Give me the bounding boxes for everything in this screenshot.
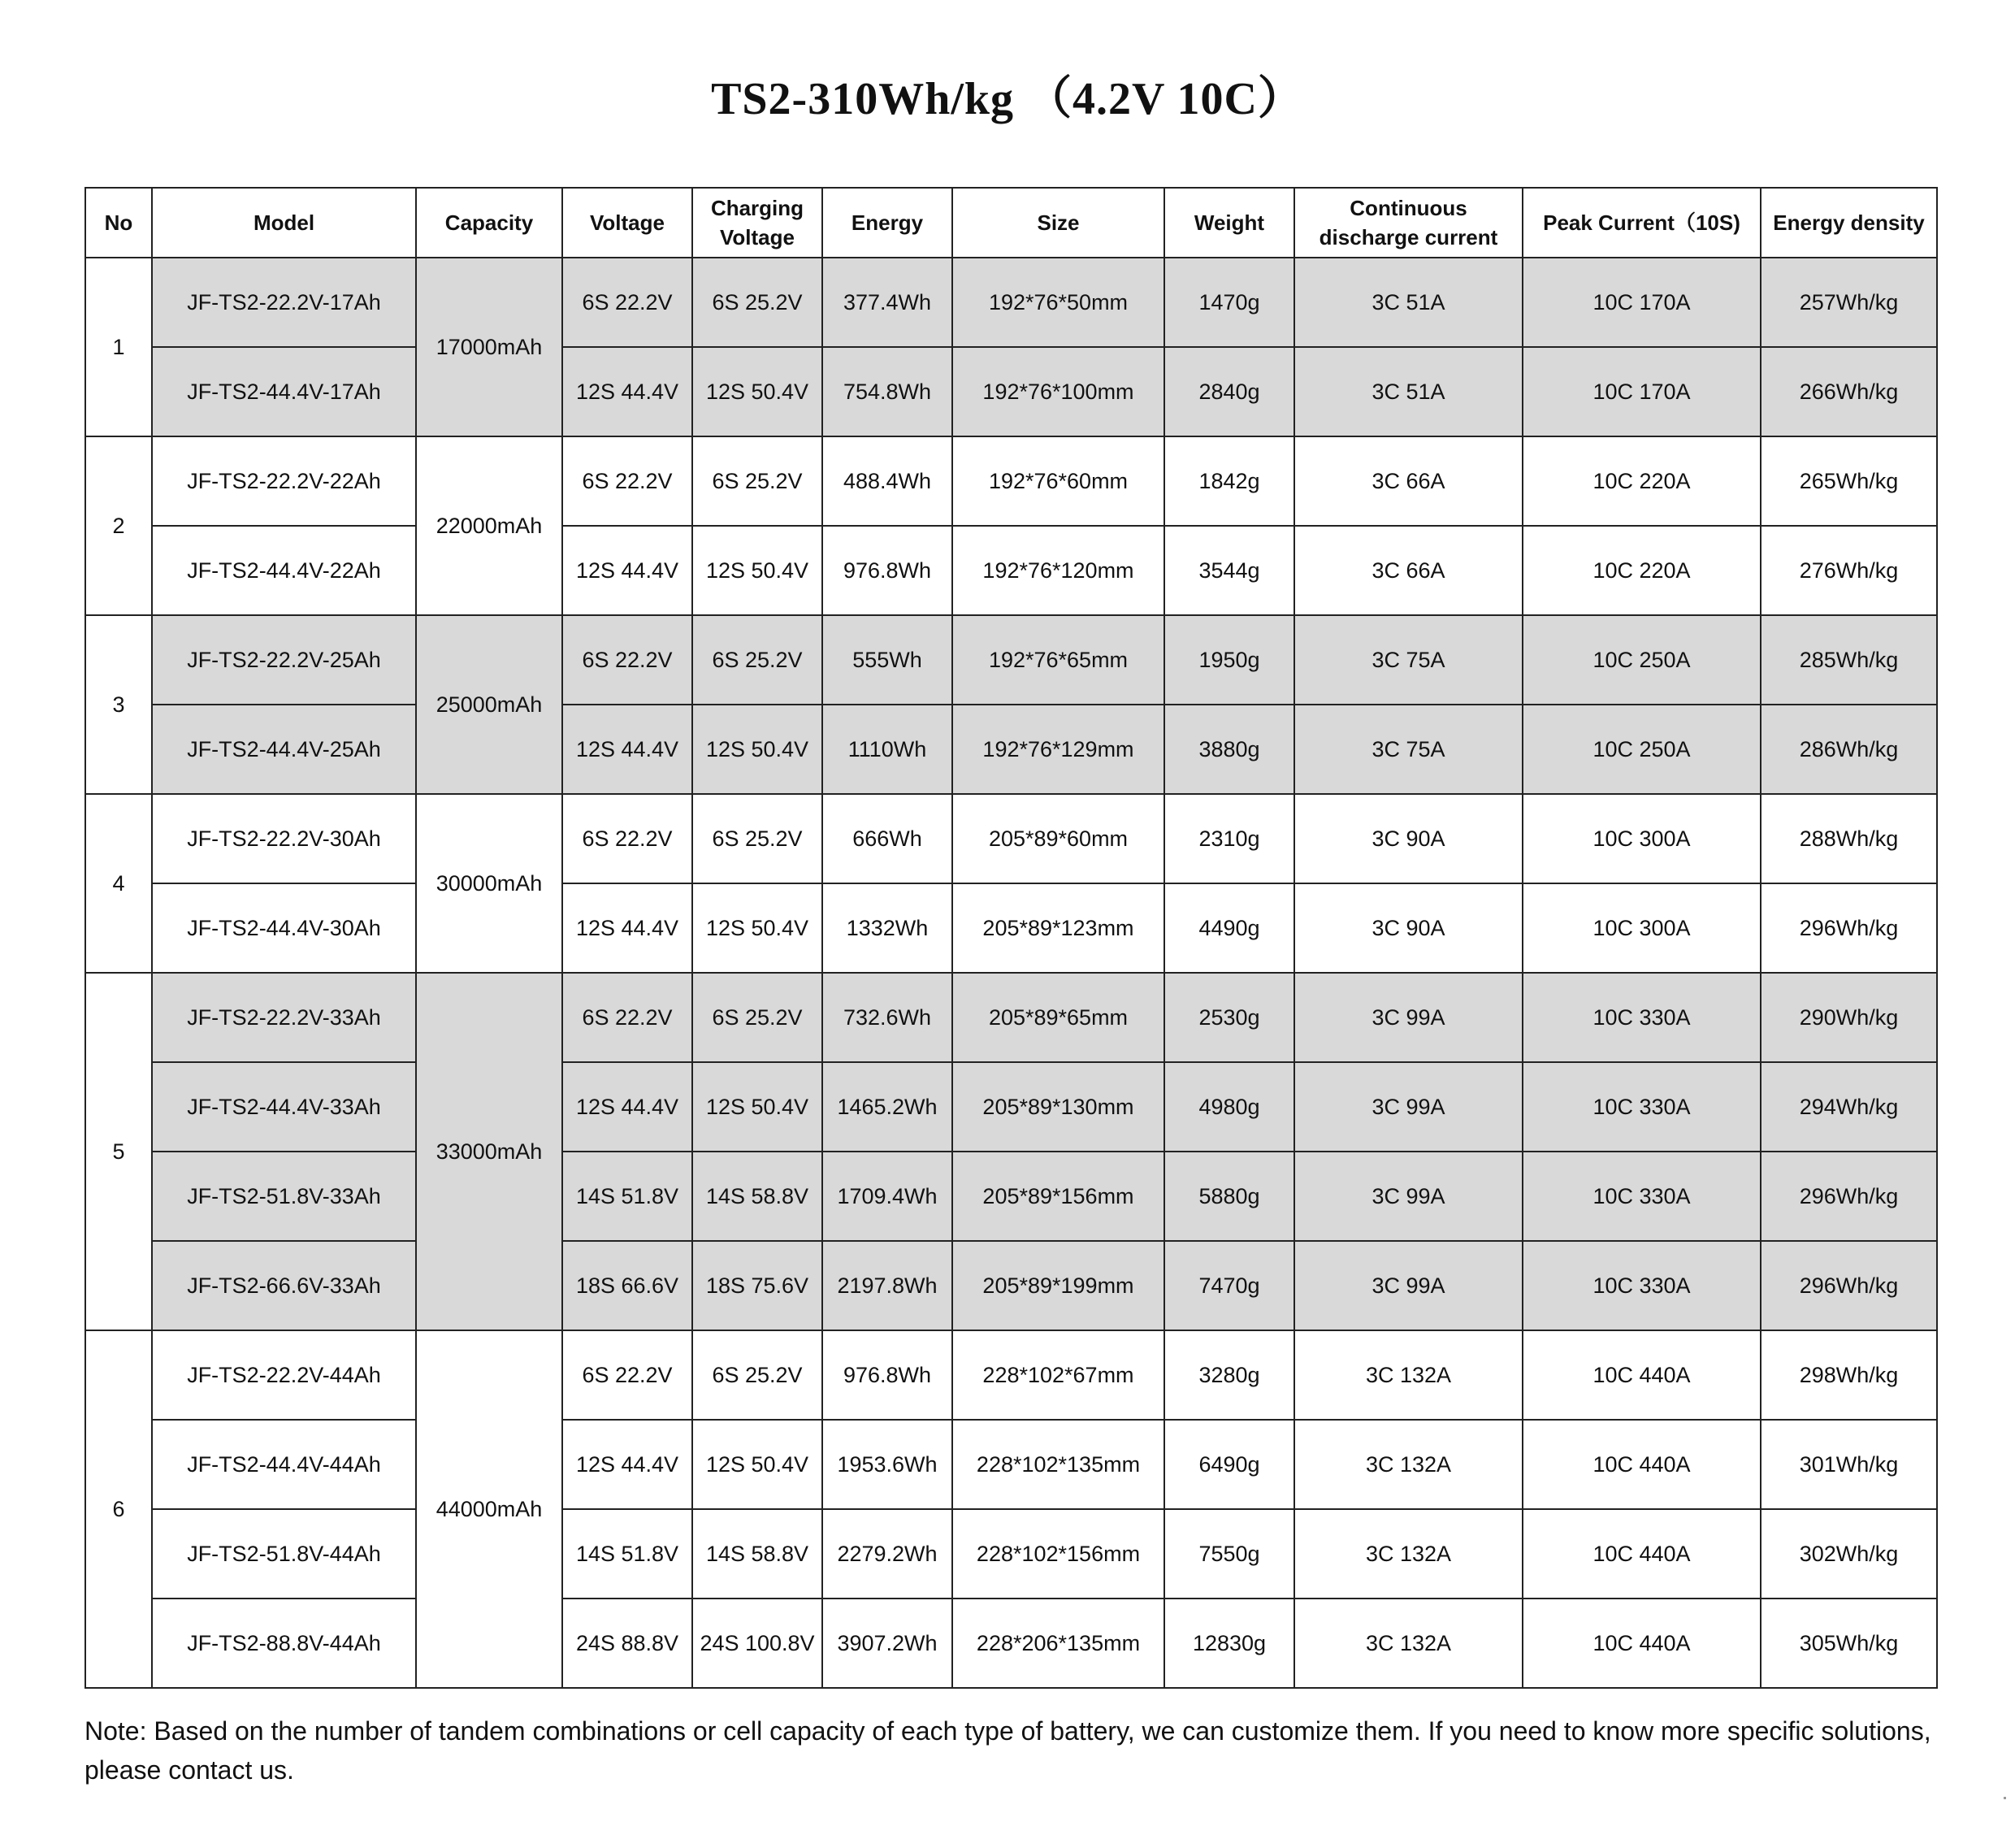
cell-peak-current: 10C 330A	[1523, 973, 1761, 1062]
cell-no: 2	[85, 436, 152, 615]
cell-model: JF-TS2-22.2V-30Ah	[152, 794, 416, 883]
cell-weight: 1470g	[1164, 258, 1294, 347]
cell-voltage: 14S 51.8V	[562, 1152, 692, 1241]
cell-voltage: 24S 88.8V	[562, 1599, 692, 1688]
cell-charging-voltage: 12S 50.4V	[692, 347, 822, 436]
cell-model: JF-TS2-22.2V-17Ah	[152, 258, 416, 347]
cell-energy: 666Wh	[822, 794, 952, 883]
table-row	[85, 705, 1937, 794]
cell-charging-voltage: 6S 25.2V	[692, 1330, 822, 1420]
cell-peak-current: 10C 300A	[1523, 794, 1761, 883]
table-row	[85, 258, 1937, 347]
cell-weight: 4980g	[1164, 1062, 1294, 1152]
cell-continuous-discharge: 3C 75A	[1294, 705, 1523, 794]
cell-peak-current: 10C 220A	[1523, 526, 1761, 615]
cell-continuous-discharge: 3C 90A	[1294, 883, 1523, 973]
cell-capacity: 22000mAh	[416, 436, 562, 615]
cell-size: 228*206*135mm	[952, 1599, 1164, 1688]
cell-model: JF-TS2-44.4V-30Ah	[152, 883, 416, 973]
cell-size: 192*76*65mm	[952, 615, 1164, 705]
cell-size: 192*76*100mm	[952, 347, 1164, 436]
cell-size: 205*89*199mm	[952, 1241, 1164, 1330]
battery-spec-table	[84, 187, 1938, 1689]
header-energy: Energy	[822, 188, 952, 258]
cell-capacity: 44000mAh	[416, 1330, 562, 1688]
cell-charging-voltage: 24S 100.8V	[692, 1599, 822, 1688]
cell-size: 205*89*60mm	[952, 794, 1164, 883]
cell-energy: 976.8Wh	[822, 1330, 952, 1420]
cell-charging-voltage: 12S 50.4V	[692, 1062, 822, 1152]
cell-size: 192*76*120mm	[952, 526, 1164, 615]
cell-voltage: 12S 44.4V	[562, 1062, 692, 1152]
table-row	[85, 615, 1937, 705]
cell-voltage: 6S 22.2V	[562, 436, 692, 526]
cell-energy: 2197.8Wh	[822, 1241, 952, 1330]
cell-weight: 1842g	[1164, 436, 1294, 526]
cell-continuous-discharge: 3C 132A	[1294, 1420, 1523, 1509]
cell-voltage: 12S 44.4V	[562, 526, 692, 615]
cell-weight: 2530g	[1164, 973, 1294, 1062]
cell-energy-density: 276Wh/kg	[1761, 526, 1937, 615]
cell-peak-current: 10C 170A	[1523, 258, 1761, 347]
cell-charging-voltage: 18S 75.6V	[692, 1241, 822, 1330]
table-row	[85, 1509, 1937, 1599]
header-weight: Weight	[1164, 188, 1294, 258]
cell-continuous-discharge: 3C 66A	[1294, 436, 1523, 526]
cell-model: JF-TS2-22.2V-22Ah	[152, 436, 416, 526]
cell-energy: 1332Wh	[822, 883, 952, 973]
cell-continuous-discharge: 3C 66A	[1294, 526, 1523, 615]
cell-capacity: 30000mAh	[416, 794, 562, 973]
cell-weight: 7470g	[1164, 1241, 1294, 1330]
cell-charging-voltage: 6S 25.2V	[692, 615, 822, 705]
cell-charging-voltage: 6S 25.2V	[692, 794, 822, 883]
table-body	[85, 258, 1937, 1688]
table-row	[85, 1420, 1937, 1509]
header-voltage: Voltage	[562, 188, 692, 258]
cell-peak-current: 10C 250A	[1523, 705, 1761, 794]
cell-energy: 2279.2Wh	[822, 1509, 952, 1599]
cell-continuous-discharge: 3C 132A	[1294, 1599, 1523, 1688]
table-row	[85, 436, 1937, 526]
cell-energy-density: 285Wh/kg	[1761, 615, 1937, 705]
cell-size: 205*89*65mm	[952, 973, 1164, 1062]
cell-no: 1	[85, 258, 152, 436]
cell-size: 205*89*156mm	[952, 1152, 1164, 1241]
cell-weight: 1950g	[1164, 615, 1294, 705]
cell-energy: 754.8Wh	[822, 347, 952, 436]
cell-peak-current: 10C 330A	[1523, 1152, 1761, 1241]
cell-model: JF-TS2-22.2V-44Ah	[152, 1330, 416, 1420]
cell-size: 192*76*50mm	[952, 258, 1164, 347]
footnote: Note: Based on the number of tandem combinations or cell capacity of each type of battery, we can customize them. If you need to know more specific solutions, please contact us.	[84, 1716, 1931, 1785]
cell-energy: 3907.2Wh	[822, 1599, 952, 1688]
cell-continuous-discharge: 3C 75A	[1294, 615, 1523, 705]
cell-size: 205*89*130mm	[952, 1062, 1164, 1152]
page-mark	[2004, 1797, 2006, 1799]
cell-voltage: 18S 66.6V	[562, 1241, 692, 1330]
cell-weight: 4490g	[1164, 883, 1294, 973]
cell-charging-voltage: 6S 25.2V	[692, 436, 822, 526]
cell-energy-density: 286Wh/kg	[1761, 705, 1937, 794]
cell-energy-density: 257Wh/kg	[1761, 258, 1937, 347]
cell-peak-current: 10C 330A	[1523, 1241, 1761, 1330]
cell-energy: 1709.4Wh	[822, 1152, 952, 1241]
table-row	[85, 1062, 1937, 1152]
cell-voltage: 6S 22.2V	[562, 794, 692, 883]
page-title: TS2-310Wh/kg （4.2V 10C）	[711, 74, 1304, 124]
cell-voltage: 6S 22.2V	[562, 973, 692, 1062]
cell-continuous-discharge: 3C 132A	[1294, 1509, 1523, 1599]
table-row	[85, 1241, 1937, 1330]
cell-charging-voltage: 12S 50.4V	[692, 705, 822, 794]
cell-energy-density: 294Wh/kg	[1761, 1062, 1937, 1152]
cell-energy-density: 296Wh/kg	[1761, 1152, 1937, 1241]
header-no: No	[85, 188, 152, 258]
cell-weight: 12830g	[1164, 1599, 1294, 1688]
cell-continuous-discharge: 3C 51A	[1294, 347, 1523, 436]
cell-model: JF-TS2-51.8V-44Ah	[152, 1509, 416, 1599]
cell-peak-current: 10C 170A	[1523, 347, 1761, 436]
cell-voltage: 12S 44.4V	[562, 883, 692, 973]
cell-model: JF-TS2-44.4V-25Ah	[152, 705, 416, 794]
cell-peak-current: 10C 330A	[1523, 1062, 1761, 1152]
cell-energy: 1953.6Wh	[822, 1420, 952, 1509]
cell-continuous-discharge: 3C 132A	[1294, 1330, 1523, 1420]
cell-model: JF-TS2-22.2V-33Ah	[152, 973, 416, 1062]
cell-charging-voltage: 6S 25.2V	[692, 258, 822, 347]
cell-voltage: 6S 22.2V	[562, 258, 692, 347]
cell-charging-voltage: 12S 50.4V	[692, 1420, 822, 1509]
cell-voltage: 12S 44.4V	[562, 705, 692, 794]
cell-energy: 976.8Wh	[822, 526, 952, 615]
cell-size: 205*89*123mm	[952, 883, 1164, 973]
header-charging-voltage: Charging Voltage	[692, 188, 822, 258]
cell-charging-voltage: 12S 50.4V	[692, 883, 822, 973]
header-peak-current: Peak Current（10S)	[1523, 188, 1761, 258]
cell-energy-density: 301Wh/kg	[1761, 1420, 1937, 1509]
cell-weight: 7550g	[1164, 1509, 1294, 1599]
cell-energy: 732.6Wh	[822, 973, 952, 1062]
table-row	[85, 973, 1937, 1062]
header-size: Size	[952, 188, 1164, 258]
cell-peak-current: 10C 440A	[1523, 1330, 1761, 1420]
cell-continuous-discharge: 3C 51A	[1294, 258, 1523, 347]
table-row	[85, 526, 1937, 615]
cell-energy: 488.4Wh	[822, 436, 952, 526]
cell-weight: 3544g	[1164, 526, 1294, 615]
cell-model: JF-TS2-44.4V-22Ah	[152, 526, 416, 615]
cell-model: JF-TS2-51.8V-33Ah	[152, 1152, 416, 1241]
cell-charging-voltage: 6S 25.2V	[692, 973, 822, 1062]
cell-charging-voltage: 12S 50.4V	[692, 526, 822, 615]
cell-energy-density: 288Wh/kg	[1761, 794, 1937, 883]
cell-voltage: 14S 51.8V	[562, 1509, 692, 1599]
cell-weight: 2310g	[1164, 794, 1294, 883]
cell-voltage: 12S 44.4V	[562, 347, 692, 436]
cell-energy: 555Wh	[822, 615, 952, 705]
cell-size: 192*76*60mm	[952, 436, 1164, 526]
cell-peak-current: 10C 440A	[1523, 1509, 1761, 1599]
cell-model: JF-TS2-88.8V-44Ah	[152, 1599, 416, 1688]
cell-charging-voltage: 14S 58.8V	[692, 1509, 822, 1599]
cell-no: 4	[85, 794, 152, 973]
cell-no: 3	[85, 615, 152, 794]
cell-peak-current: 10C 250A	[1523, 615, 1761, 705]
cell-energy-density: 290Wh/kg	[1761, 973, 1937, 1062]
cell-size: 192*76*129mm	[952, 705, 1164, 794]
cell-size: 228*102*135mm	[952, 1420, 1164, 1509]
cell-capacity: 33000mAh	[416, 973, 562, 1330]
cell-peak-current: 10C 440A	[1523, 1420, 1761, 1509]
cell-weight: 2840g	[1164, 347, 1294, 436]
cell-continuous-discharge: 3C 99A	[1294, 1241, 1523, 1330]
cell-weight: 3880g	[1164, 705, 1294, 794]
cell-capacity: 25000mAh	[416, 615, 562, 794]
table-header-row	[85, 188, 1937, 258]
table-row	[85, 883, 1937, 973]
cell-energy: 1465.2Wh	[822, 1062, 952, 1152]
table-row	[85, 794, 1937, 883]
header-continuous-discharge: Continuous discharge current	[1294, 188, 1523, 258]
cell-voltage: 6S 22.2V	[562, 615, 692, 705]
cell-model: JF-TS2-22.2V-25Ah	[152, 615, 416, 705]
header-model: Model	[152, 188, 416, 258]
cell-peak-current: 10C 300A	[1523, 883, 1761, 973]
table-row	[85, 1152, 1937, 1241]
cell-weight: 6490g	[1164, 1420, 1294, 1509]
cell-charging-voltage: 14S 58.8V	[692, 1152, 822, 1241]
cell-capacity: 17000mAh	[416, 258, 562, 436]
table-row	[85, 1599, 1937, 1688]
header-capacity: Capacity	[416, 188, 562, 258]
cell-size: 228*102*67mm	[952, 1330, 1164, 1420]
cell-continuous-discharge: 3C 99A	[1294, 1152, 1523, 1241]
cell-voltage: 12S 44.4V	[562, 1420, 692, 1509]
cell-model: JF-TS2-44.4V-44Ah	[152, 1420, 416, 1509]
cell-energy-density: 298Wh/kg	[1761, 1330, 1937, 1420]
cell-weight: 3280g	[1164, 1330, 1294, 1420]
cell-peak-current: 10C 220A	[1523, 436, 1761, 526]
cell-continuous-discharge: 3C 99A	[1294, 973, 1523, 1062]
cell-energy-density: 265Wh/kg	[1761, 436, 1937, 526]
cell-model: JF-TS2-44.4V-17Ah	[152, 347, 416, 436]
cell-energy-density: 296Wh/kg	[1761, 883, 1937, 973]
cell-voltage: 6S 22.2V	[562, 1330, 692, 1420]
table-row	[85, 347, 1937, 436]
cell-continuous-discharge: 3C 90A	[1294, 794, 1523, 883]
cell-size: 228*102*156mm	[952, 1509, 1164, 1599]
cell-peak-current: 10C 440A	[1523, 1599, 1761, 1688]
cell-energy-density: 266Wh/kg	[1761, 347, 1937, 436]
cell-energy: 1110Wh	[822, 705, 952, 794]
header-energy-density: Energy density	[1761, 188, 1937, 258]
table-row	[85, 1330, 1937, 1420]
cell-energy: 377.4Wh	[822, 258, 952, 347]
cell-energy-density: 296Wh/kg	[1761, 1241, 1937, 1330]
cell-continuous-discharge: 3C 99A	[1294, 1062, 1523, 1152]
cell-weight: 5880g	[1164, 1152, 1294, 1241]
cell-model: JF-TS2-66.6V-33Ah	[152, 1241, 416, 1330]
cell-no: 6	[85, 1330, 152, 1688]
cell-model: JF-TS2-44.4V-33Ah	[152, 1062, 416, 1152]
cell-energy-density: 305Wh/kg	[1761, 1599, 1937, 1688]
cell-energy-density: 302Wh/kg	[1761, 1509, 1937, 1599]
cell-no: 5	[85, 973, 152, 1330]
